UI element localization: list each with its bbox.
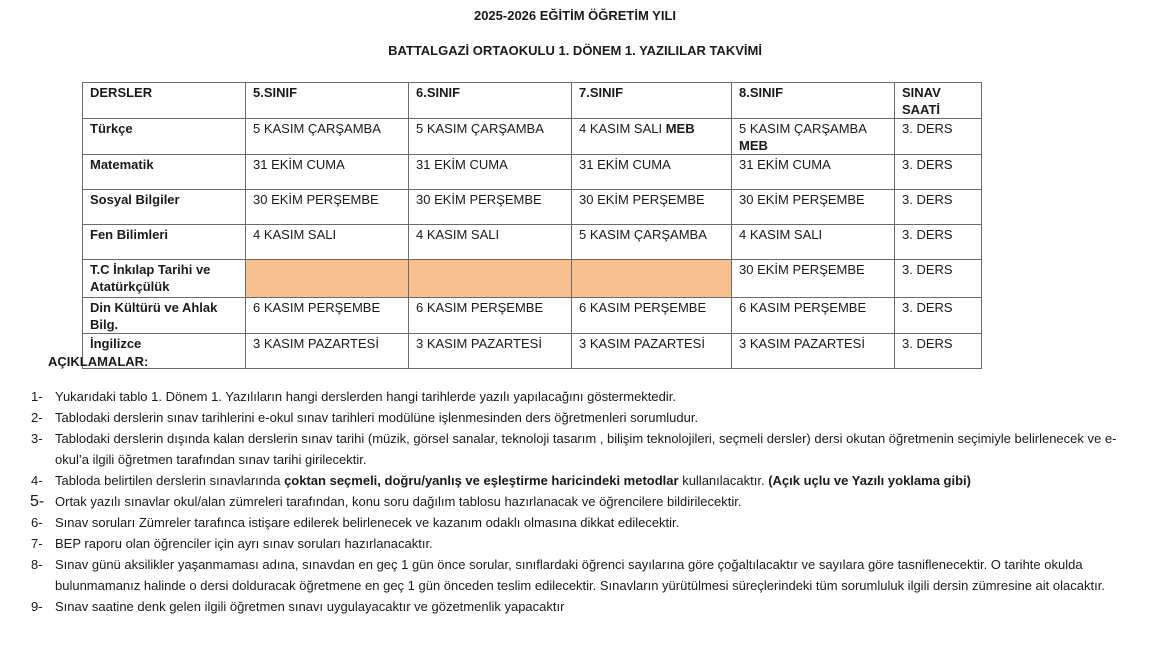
document-title-year: 2025-2026 EĞİTİM ÖĞRETİM YILI: [473, 8, 677, 23]
note-item: [31, 596, 1136, 617]
grade-6-date: 5 KASIM ÇARŞAMBA: [409, 119, 572, 155]
meb-tag: MEB: [739, 138, 768, 153]
document-title-schedule: BATTALGAZİ ORTAOKULU 1. DÖNEM 1. YAZILILAR TAKVİMİ: [388, 43, 762, 58]
note-text: Sınav saatine denk gelen ilgili öğretmen sınavı uygulayacaktır ve gözetmenlik yapacaktır: [55, 599, 565, 614]
exam-time: 3. DERS: [895, 190, 982, 225]
exam-time: 3. DERS: [895, 155, 982, 190]
note-bold-text: (Açık uçlu ve Yazılı yoklama gibi): [768, 473, 971, 488]
note-item: [31, 407, 1136, 428]
subject-cell: Matematik: [83, 155, 246, 190]
grade-5-date: 3 KASIM PAZARTESİ: [246, 334, 409, 369]
grade-8-date: 30 EKİM PERŞEMBE: [732, 260, 895, 298]
note-text: Sınav soruları Zümreler tarafınca istişare edilerek belirlenecek ve kazanım odaklı olmasına dikkat edilecektir.: [55, 515, 680, 530]
note-number: 2-: [31, 410, 43, 425]
note-text: Yukarıdaki tablo 1. Dönem 1. Yazılıların hangi derslerden hangi tarihlerde yazılı yapılacağını göstermektedir.: [55, 389, 676, 404]
subject-cell: İngilizce: [83, 334, 246, 369]
table-header-row: [83, 83, 982, 119]
grade-7-date: 4 KASIM SALI: [579, 121, 663, 136]
note-number: 5-: [30, 493, 45, 510]
subject-line-1: T.C İnkılap Tarihi ve: [90, 262, 211, 277]
grade-5-date: 6 KASIM PERŞEMBE: [246, 298, 409, 334]
grade-7-date: 3 KASIM PAZARTESİ: [572, 334, 732, 369]
subject-cell: [83, 260, 246, 298]
note-item: [31, 491, 1136, 512]
exam-time: 3. DERS: [895, 260, 982, 298]
note-item: [31, 533, 1136, 554]
note-text: Tablodaki derslerin dışında kalan derslerin sınav tarihi (müzik, görsel sanalar, teknoloji tasarım , bilişim teknolojileri, seçmeli dersler) dersi okutan öğretmenin seçimiyle belirlenecek ve e-okul’a ilgili öğretmen tarafından sınav tarihi girilecektir.: [55, 431, 1117, 467]
note-number: 1-: [31, 389, 43, 404]
notes-heading: AÇIKLAMALAR:: [48, 354, 149, 369]
note-item: [31, 512, 1136, 533]
note-number: 3-: [31, 431, 43, 446]
subject-cell: Türkçe: [83, 119, 246, 155]
table-row: [83, 225, 982, 260]
note-text: BEP raporu olan öğrenciler için ayrı sınav soruları hazırlanacaktır.: [55, 536, 433, 551]
exam-time: 3. DERS: [895, 298, 982, 334]
table-row: [83, 298, 982, 334]
grade-8-date-cell: [732, 119, 895, 155]
exam-time: 3. DERS: [895, 225, 982, 260]
grade-8-date: 31 EKİM CUMA: [732, 155, 895, 190]
exam-time: 3. DERS: [895, 119, 982, 155]
note-number: 9-: [31, 599, 43, 614]
table-row: [83, 119, 982, 155]
grade-5-date: 5 KASIM ÇARŞAMBA: [246, 119, 409, 155]
column-header-grade-8: 8.SINIF: [732, 83, 895, 119]
note-text: Sınav günü aksilikler yaşanmaması adına, sınavdan en geç 1 gün önce sorular, sınıflardaki öğrenci sayılarına göre çoğaltılacaktır ve sayılara göre tasniflenecektir. O tarihte okulda bulunmamanız halinde o dersi dolduracak öğretmene en geç 1 gün önceden teslim edilecektir. Sınavların yürütülmesi süreçlerindeki tüm sorumluluk ilgili dersin zümresine ait olacaktır.: [55, 557, 1105, 593]
note-text: Tablodaki derslerin sınav tarihlerini e-okul sınav tarihleri modülüne işlenmesinden ders öğretmenleri sorumludur.: [55, 410, 699, 425]
column-header-subjects: DERSLER: [83, 83, 246, 119]
subject-cell: Fen Bilimleri: [83, 225, 246, 260]
note-item: [31, 554, 1136, 596]
grade-7-date: 30 EKİM PERŞEMBE: [572, 190, 732, 225]
grade-7-date: 6 KASIM PERŞEMBE: [572, 298, 732, 334]
note-bold-text: çoktan seçmeli, doğru/yanlış ve eşleştirme haricindeki metodlar: [284, 473, 679, 488]
note-item: [31, 428, 1136, 470]
not-applicable-cell: [572, 260, 732, 298]
grade-8-date: 3 KASIM PAZARTESİ: [732, 334, 895, 369]
note-text-part: kullanılacaktır.: [678, 473, 769, 488]
not-applicable-cell: [409, 260, 572, 298]
notes-list: [31, 386, 1136, 617]
grade-7-date-cell: [572, 119, 732, 155]
not-applicable-cell: [246, 260, 409, 298]
note-item: [31, 470, 1136, 491]
note-item: [31, 386, 1136, 407]
table-row: [83, 155, 982, 190]
column-header-exam-time: SINAV SAATİ: [895, 83, 982, 119]
subject-line-2: Atatürkçülük: [90, 279, 170, 294]
grade-8-date: 5 KASIM ÇARŞAMBA: [739, 121, 867, 136]
grade-6-date: 6 KASIM PERŞEMBE: [409, 298, 572, 334]
grade-7-date: 31 EKİM CUMA: [572, 155, 732, 190]
note-number: 4-: [31, 473, 43, 488]
column-header-grade-6: 6.SINIF: [409, 83, 572, 119]
column-header-grade-5: 5.SINIF: [246, 83, 409, 119]
table-row: [83, 334, 982, 369]
grade-7-date: 5 KASIM ÇARŞAMBA: [572, 225, 732, 260]
grade-8-date: 4 KASIM SALI: [732, 225, 895, 260]
grade-6-date: 31 EKİM CUMA: [409, 155, 572, 190]
grade-5-date: 31 EKİM CUMA: [246, 155, 409, 190]
subject-cell: Sosyal Bilgiler: [83, 190, 246, 225]
subject-cell: Din Kültürü ve Ahlak Bilg.: [83, 298, 246, 334]
meb-tag: MEB: [665, 121, 695, 136]
grade-5-date: 30 EKİM PERŞEMBE: [246, 190, 409, 225]
grade-8-date: 6 KASIM PERŞEMBE: [732, 298, 895, 334]
table-row: [83, 190, 982, 225]
table-row: [83, 260, 982, 298]
exam-schedule-table: [82, 82, 982, 369]
note-number: 6-: [31, 515, 43, 530]
grade-6-date: 30 EKİM PERŞEMBE: [409, 190, 572, 225]
grade-8-date: 30 EKİM PERŞEMBE: [732, 190, 895, 225]
column-header-grade-7: 7.SINIF: [572, 83, 732, 119]
note-number: 7-: [31, 536, 43, 551]
note-number: 8-: [31, 557, 43, 572]
grade-6-date: 4 KASIM SALI: [409, 225, 572, 260]
note-text: Ortak yazılı sınavlar okul/alan zümreleri tarafından, konu soru dağılım tablosu hazırlanacak ve öğrencilere bildirilecektir.: [55, 494, 742, 509]
grade-6-date: 3 KASIM PAZARTESİ: [409, 334, 572, 369]
grade-5-date: 4 KASIM SALI: [246, 225, 409, 260]
exam-time: 3. DERS: [895, 334, 982, 369]
note-text-part: Tabloda belirtilen derslerin sınavlarında: [55, 473, 285, 488]
